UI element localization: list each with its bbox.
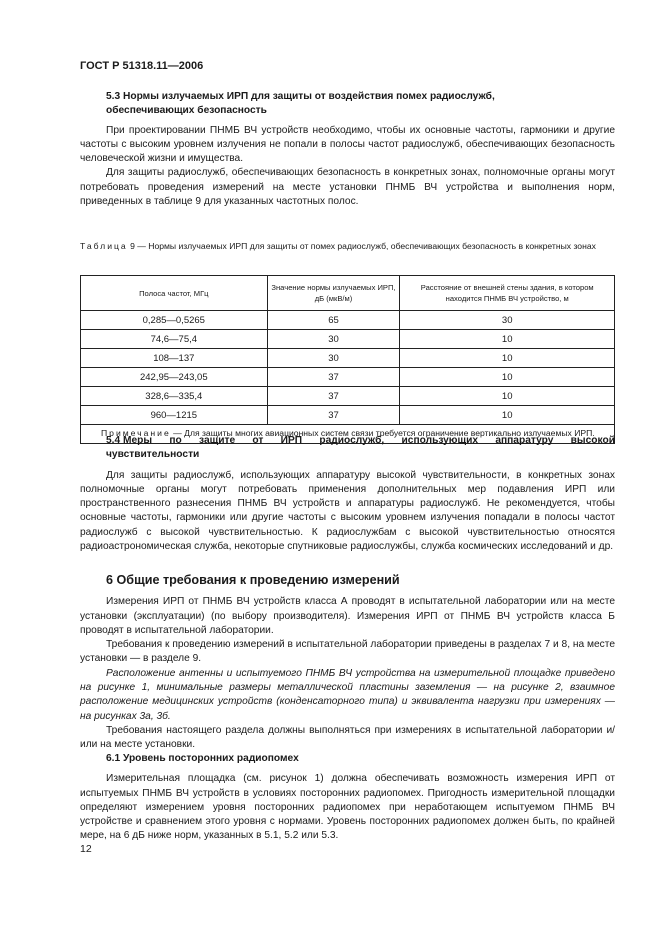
heading-word: от (252, 435, 264, 446)
table-cell: 10 (400, 406, 615, 425)
table-cell: 37 (267, 387, 400, 406)
table-cell: 10 (400, 330, 615, 349)
heading-word: высокой (570, 435, 615, 446)
table-cell: 30 (400, 311, 615, 330)
table-row (81, 387, 615, 406)
heading-word: аппаратуру (495, 435, 554, 446)
table-row (81, 368, 615, 387)
paragraph: Для защиты радиослужб, обеспечивающих безопасность в конкретных зонах, полномочные органы могут потребовать проведения измерений на месте установки ПНМБ ВЧ устройства и выполнения норм, приведенных в таблице 9 для указанных частотных полос. (80, 167, 615, 208)
section-heading (80, 434, 615, 448)
paragraph: При проектировании ПНМБ ВЧ устройств необходимо, чтобы их основные частоты, гармоники и другие частоты с высоким уровнем излучения не попали в полосы частот радиослужб, обеспечивающих безопасность человеческой жизни и имущества. (80, 124, 615, 165)
table-cell: 0,285—0,5265 (81, 311, 268, 330)
column-header: Расстояние от внешней стены здания, в котором находится ПНМБ ВЧ устройство, м (400, 276, 615, 311)
paragraph: Измерения ИРП от ПНМБ ВЧ устройств класса А проводят в испытательной лаборатории или на месте установки (эксплуатации) (по выбору производителя). Измерения ИРП от ПНМБ ВЧ устройств класса Б проводят в испытательной лаборатории. (80, 596, 615, 636)
heading-word: по (169, 435, 182, 446)
table-cell: 10 (400, 387, 615, 406)
table-cell: 328,6—335,4 (81, 387, 268, 406)
paragraph: Требования к проведению измерений в испытательной лаборатории приведены в разделах 7 и 8, на месте установки — в разделе 9. (80, 639, 615, 665)
heading-word: ИРП (280, 435, 303, 446)
column-header: Значение нормы излучаемых ИРП, дБ (мкВ/м) (267, 276, 400, 311)
heading-word: защите (199, 435, 236, 446)
table-caption-label: Таблица (80, 241, 128, 251)
document-header: ГОСТ Р 51318.11—2006 (80, 60, 204, 72)
heading-word: радиослужб, (319, 435, 385, 446)
section-heading: 5.3 Нормы излучаемых ИРП для защиты от воздействия помех радиослужб, (106, 91, 495, 102)
paragraph: Требования настоящего раздела должны выполняться при измерениях в испытательной лаборатории и/или на месте установки. (80, 724, 615, 751)
section-5-4 (80, 434, 615, 554)
paragraph: Измерительная площадка (см. рисунок 1) должна обеспечивать возможность измерения ИРП от испытуемых ПНМБ ВЧ устройств в условиях посторонних радиопомех. Пригодность измерительной площадки определяют измерением уровня посторонних радиопомех при неработающем испытуемом ПНМБ ВЧ устройстве и сравнением этого уровня с нормами. Уровень посторонних радиопомех должен быть, по крайней мере, на 6 дБ ниже норм, указанных в 5.1, 5.2 или 5.3. (80, 773, 615, 842)
table-cell: 10 (400, 349, 615, 368)
paragraph: Расположение антенны и испытуемого ПНМБ ВЧ устройства на измерительной площадке приведено на рисунке 1, минимальные размеры металлической пластины заземления — на рисунке 2, взаимное расположение медицинских устройств (конденсаторного типа) и эквивалента нагрузки при измерениях — на рисунках 3а, 3б. (80, 667, 615, 722)
column-header: Полоса частот, МГц (81, 276, 268, 311)
norms-table (80, 275, 615, 444)
section-heading: 6.1 Уровень посторонних радиопомех (106, 753, 299, 764)
note-label: Примечание (101, 428, 171, 438)
table-cell: 30 (267, 349, 400, 368)
table-caption-text: 9 — Нормы излучаемых ИРП для защиты от помех радиослужб, обеспечивающих безопасность в конкретных зонах (127, 241, 596, 251)
section-heading: 6 Общие требования к проведению измерений (106, 573, 400, 587)
table-cell: 37 (267, 406, 400, 425)
section-heading-cont: чувствительности (106, 449, 200, 461)
table-cell: 74,6—75,4 (81, 330, 268, 349)
heading-word: 5.4 Меры (106, 435, 153, 446)
table-row (81, 330, 615, 349)
section-6-1 (80, 752, 615, 844)
table-row (81, 349, 615, 368)
section-heading-cont: обеспечивающих безопасность (106, 105, 267, 117)
table-cell: 108—137 (81, 349, 268, 368)
table-cell: 30 (267, 330, 400, 349)
table-cell: 37 (267, 368, 400, 387)
page-number: 12 (80, 843, 92, 855)
section-5-3 (80, 90, 615, 209)
table-row (81, 406, 615, 425)
table-row (81, 311, 615, 330)
table-cell: 10 (400, 368, 615, 387)
section-6 (80, 573, 615, 753)
paragraph: Для защиты радиослужб, использующих аппаратуру высокой чувствительности, в конкретных зонах полномочные органы могут потребовать применения дополнительных мер подавления ИРП или пространственного разнесения ПНМБ ВЧ устройств и аппаратуры радиослужб. Не рекомендуется, чтобы основные частоты, гармоники или другие частоты с высоким уровнем излучения попадали в полосы частот радиослужб с высокой чувствительностью. К радиослужбам с высокой чувствительностью относятся радиоастрономическая служба, некоторые спутниковые радиослужбы, служба космических исследований и др. (80, 469, 615, 553)
table-cell: 65 (267, 311, 400, 330)
table-cell: 242,95—243,05 (81, 368, 268, 387)
note-text: — Для защиты многих авиационных систем связи требуется ограничение вертикально излучаемых ИРП. (170, 428, 595, 438)
heading-word: использующих (401, 435, 479, 446)
table-header-row (81, 276, 615, 311)
table-caption (80, 240, 615, 253)
table-cell: 960—1215 (81, 406, 268, 425)
